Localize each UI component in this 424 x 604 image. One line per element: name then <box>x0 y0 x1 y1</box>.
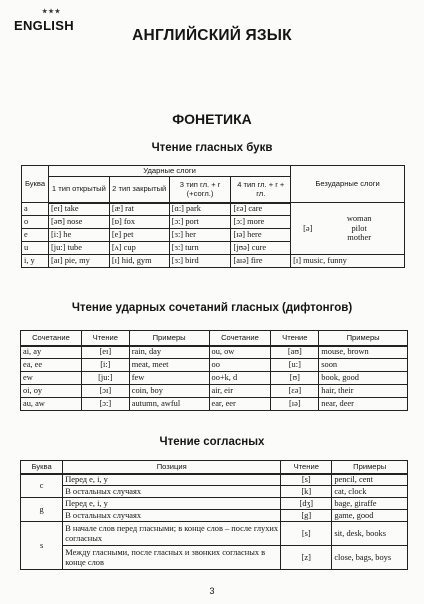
cons-position: В остальных случаях <box>63 510 281 522</box>
vowel-type2: [ɒ] fox <box>109 216 169 229</box>
diph-combination: ea, ee <box>21 359 82 372</box>
diph-examples: meat, meet <box>129 359 209 372</box>
vowel-letter: a <box>22 203 49 216</box>
vowel-type4: [jʊə] cure <box>231 242 291 255</box>
diph-combination: oo+k, d <box>209 372 271 385</box>
vowel-type1: [ju:] tube <box>48 242 109 255</box>
table-row <box>21 372 408 385</box>
page-title: АНГЛИЙСКИЙ ЯЗЫК <box>132 27 292 44</box>
cons-reading: [k] <box>281 486 332 498</box>
vowel-type1: [eɪ] take <box>48 203 109 216</box>
table-row <box>22 255 405 268</box>
cons-examples: close, bags, boys <box>332 546 408 570</box>
vowel-letter: u <box>22 242 49 255</box>
table-row <box>22 203 405 216</box>
stars-icon: ★★★ <box>42 9 62 15</box>
table-row <box>21 398 408 411</box>
vowel-type1: [əʊ] nose <box>48 216 109 229</box>
diphthongs-title: Чтение ударных сочетаний гласных (дифтонгов) <box>71 302 353 314</box>
page-number: 3 <box>209 586 215 596</box>
cons-letter: g <box>21 498 63 522</box>
cons-examples: sit, desk, books <box>332 522 408 546</box>
cons-head-reading: Чтение <box>281 461 332 474</box>
vowel-type2: [ɪ] hid, gym <box>109 255 169 268</box>
vowel-letter: i, y <box>22 255 49 268</box>
cons-position: Между гласными, после гласных и звонких согласных в конце слов <box>63 546 281 570</box>
diph-reading: [i:] <box>81 359 129 372</box>
cons-position: Перед e, i, y <box>63 498 281 510</box>
cons-head-letter: Буква <box>21 461 63 474</box>
cons-reading: [g] <box>281 510 332 522</box>
vowels-head-unstressed: Безударные слоги <box>291 166 405 203</box>
table-row <box>21 546 408 570</box>
diph-examples: few <box>129 372 209 385</box>
vowel-type2: [æ] rat <box>109 203 169 216</box>
cons-reading: [dʒ] <box>281 498 332 510</box>
diph-reading: [ɔ:] <box>81 398 129 411</box>
vowel-type3: [ɜ:] her <box>169 229 231 242</box>
diph-combination: au, aw <box>21 398 82 411</box>
section-title: ФОНЕТИКА <box>172 111 252 127</box>
cons-examples: cat, clock <box>332 486 408 498</box>
vowels-table <box>21 165 405 268</box>
vowel-type4: [ɪə] here <box>231 229 291 242</box>
vowels-head-type-4: 4 тип гл. + r + гл. <box>231 177 291 203</box>
vowel-letter: o <box>22 216 49 229</box>
diph-combination: ou, ow <box>209 346 271 359</box>
table-row <box>21 359 408 372</box>
diph-head-reading: Чтение <box>81 331 129 346</box>
diph-examples: book, good <box>319 372 408 385</box>
diph-examples: near, deer <box>319 398 408 411</box>
vowel-letter: e <box>22 229 49 242</box>
vowel-type3: [ɜ:] turn <box>169 242 231 255</box>
diph-head-combination-2: Сочетание <box>209 331 271 346</box>
vowel-type4: [ɔ:] more <box>231 216 291 229</box>
vowel-type3: [ɔ:] port <box>169 216 231 229</box>
diph-combination: air, eir <box>209 385 271 398</box>
consonants-head-row <box>21 461 408 474</box>
cons-letter: c <box>21 474 63 498</box>
cons-reading: [z] <box>281 546 332 570</box>
unstressed-last: [ɪ] music, funny <box>291 255 405 268</box>
vowels-title: Чтение гласных букв <box>151 142 273 154</box>
diph-reading: [u:] <box>271 359 319 372</box>
schwa-examples: woman pilot mother <box>346 214 372 243</box>
diphthongs-head-row <box>21 331 408 346</box>
vowels-head-type-2: 2 тип закрытый <box>109 177 169 203</box>
unstressed-cell <box>291 203 405 255</box>
vowels-head-stressed: Ударные слоги <box>48 166 290 177</box>
vowels-head-type-1: 1 тип открытый <box>48 177 109 203</box>
diph-examples: hair, their <box>319 385 408 398</box>
diph-head-combination: Сочетание <box>21 331 82 346</box>
diph-reading: [ɪə] <box>271 398 319 411</box>
diph-reading: [ʊ] <box>271 372 319 385</box>
schwa-reading: [ə] <box>303 223 313 233</box>
cons-position: Перед e, i, y <box>63 474 281 486</box>
cons-head-examples: Примеры <box>332 461 408 474</box>
diph-examples: coin, boy <box>129 385 209 398</box>
table-row <box>21 510 408 522</box>
vowel-type3: [ɑ:] park <box>169 203 231 216</box>
vowel-type2: [e] pet <box>109 229 169 242</box>
cons-position: В остальных случаях <box>63 486 281 498</box>
vowel-type3: [ɜ:] bird <box>169 255 231 268</box>
table-row <box>21 346 408 359</box>
cons-examples: pencil, cent <box>332 474 408 486</box>
vowel-type1: [aɪ] pie, my <box>48 255 109 268</box>
cons-reading: [s] <box>281 522 332 546</box>
diph-combination: ai, ay <box>21 346 82 359</box>
table-row <box>21 474 408 486</box>
cons-position: В начале слов перед гласными; в конце слов – после глухих согласных <box>63 522 281 546</box>
vowels-head-letter: Буква <box>22 166 49 203</box>
vowel-type4: [ɛə] care <box>231 203 291 216</box>
diph-examples: soon <box>319 359 408 372</box>
diph-head-examples: Примеры <box>129 331 209 346</box>
vowel-type4: [aɪə] fire <box>231 255 291 268</box>
diph-combination: oo <box>209 359 271 372</box>
logo-text: ENGLISH <box>14 18 74 33</box>
table-row <box>21 486 408 498</box>
vowels-head-type-3: 3 тип гл. + r (+согл.) <box>169 177 231 203</box>
diph-reading: [eɪ] <box>81 346 129 359</box>
table-row <box>21 385 408 398</box>
diph-combination: oi, oy <box>21 385 82 398</box>
table-row <box>21 498 408 510</box>
diph-combination: ear, eer <box>209 398 271 411</box>
diph-reading: [aʊ] <box>271 346 319 359</box>
diph-head-examples-2: Примеры <box>319 331 408 346</box>
diph-reading: [ɛə] <box>271 385 319 398</box>
vowel-type1: [i:] he <box>48 229 109 242</box>
cons-examples: bage, giraffe <box>332 498 408 510</box>
diph-examples: rain, day <box>129 346 209 359</box>
diph-head-reading-2: Чтение <box>271 331 319 346</box>
diph-examples: autumn, awful <box>129 398 209 411</box>
cons-letter: s <box>21 522 63 570</box>
cons-head-position: Позиция <box>63 461 281 474</box>
cons-reading: [s] <box>281 474 332 486</box>
table-row <box>21 522 408 546</box>
vowel-type2: [ʌ] cup <box>109 242 169 255</box>
diph-reading: [ju:] <box>81 372 129 385</box>
diph-reading: [ɔɪ] <box>81 385 129 398</box>
diph-examples: mouse, brown <box>319 346 408 359</box>
consonants-table <box>20 460 408 570</box>
consonants-title: Чтение согласных <box>159 436 265 448</box>
cons-examples: game, good <box>332 510 408 522</box>
diph-combination: ew <box>21 372 82 385</box>
diphthongs-table <box>20 330 408 411</box>
